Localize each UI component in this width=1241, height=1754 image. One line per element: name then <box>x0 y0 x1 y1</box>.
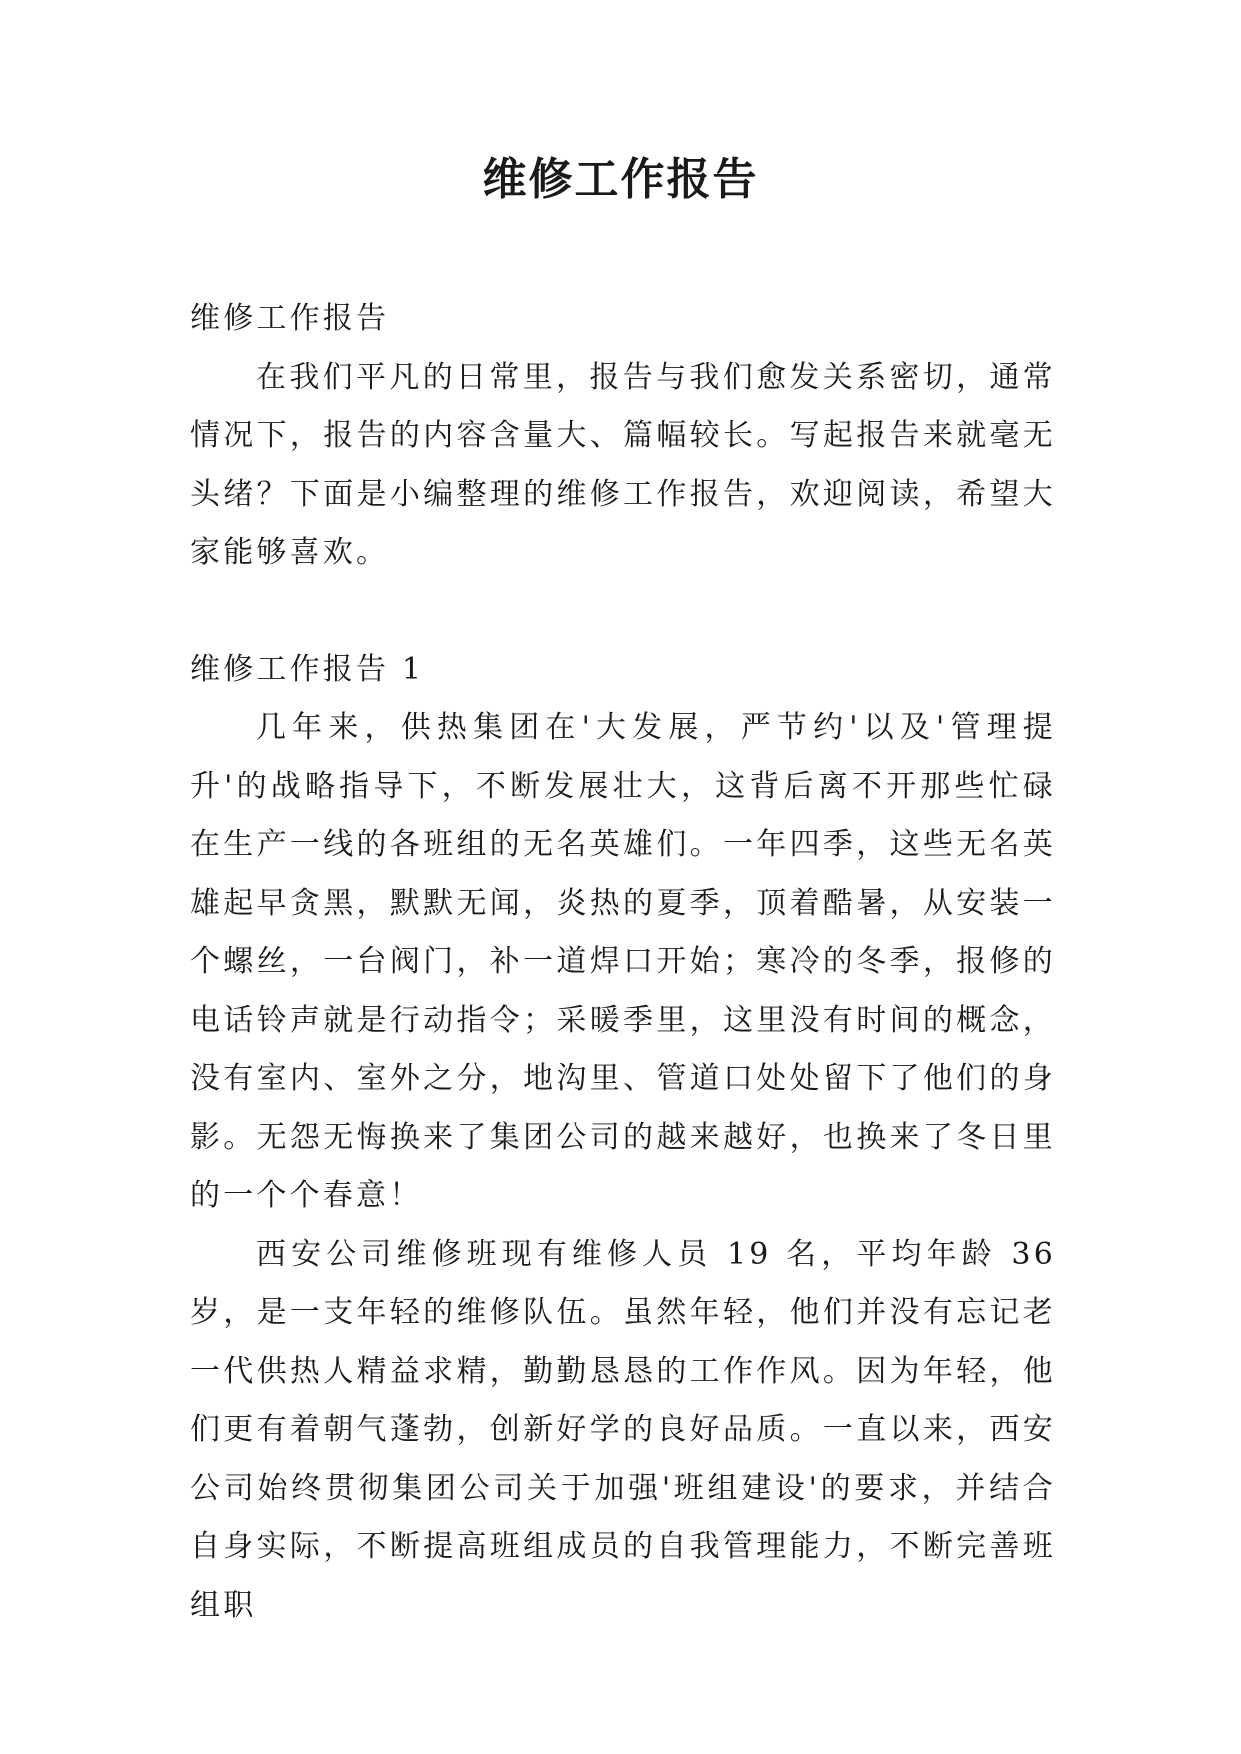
section1-paragraph-1: 几年来，供热集团在'大发展，严节约'以及'管理提升'的战略指导下，不断发展壮大，这背后离不开那些忙碌在生产一线的各班组的无名英雄们。一年四季，这些无名英雄起早贪黑，默默无闻，炎热的夏季，顶着酷暑，从安装一个螺丝，一台阀门，补一道焊口开始；寒冷的冬季，报修的电话铃声就是行动指令；采暖季里，这里没有时间的概念，没有室内、室外之分，地沟里、管道口处处留下了他们的身影。无怨无悔换来了集团公司的越来越好，也换来了冬日里的一个个春意！ <box>190 710 1056 1213</box>
intro-paragraph: 在我们平凡的日常里，报告与我们愈发关系密切，通常情况下，报告的内容含量大、篇幅较长。写起报告来就毫无头绪？下面是小编整理的维修工作报告，欢迎阅读，希望大家能够喜欢。 <box>190 359 1056 570</box>
intro-heading: 维修工作报告 <box>190 301 390 336</box>
section-spacer <box>190 583 1056 641</box>
section1-heading: 维修工作报告 1 <box>190 651 425 687</box>
document-body <box>190 290 1056 1635</box>
section1-paragraph-2: 西安公司维修班现有维修人员 19 名，平均年龄 36 岁，是一支年轻的维修队伍。虽然年轻，他们并没有忘记老一代供热人精益求精，勤勤恳恳的工作作风。因为年轻，他们更有着朝气蓬勃，创新好学的良好品质。一直以来，西安公司始终贯彻集团公司关于加强'班组建设'的要求，并结合自身实际，不断提高班组成员的自我管理能力，不断完善班组职 <box>190 1236 1056 1623</box>
document-title: 维修工作报告 <box>482 154 759 205</box>
